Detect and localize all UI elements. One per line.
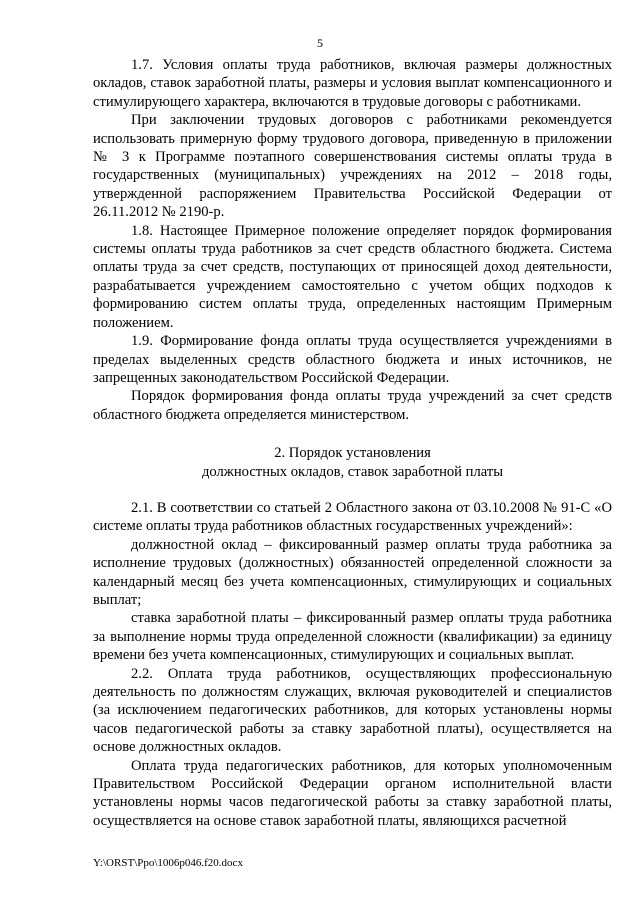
paragraph-1-9: 1.9. Формирование фонда оплаты труда осуществляется учреждениями в пределах выделенных средств областного бюджета и иных источников, не запрещенных законодательством Российской Федерации. [93, 333, 612, 386]
footer-file-path: Y:\ORST\Ppo\1006p046.f20.docx [93, 857, 243, 869]
paragraph-teachers-pay: Оплата труда педагогических работников, для которых уполномоченным Правительством Российской Федерации органом исполнительной власти установлены нормы часов педагогической работы за ставку заработной платы, осуществляется на основе ставок заработной платы, являющихся расчетной [93, 757, 612, 829]
paragraph-1-7: 1.7. Условия оплаты труда работников, включая размеры должностных окладов, ставок заработной платы, размеры и условия выплат компенсационного и стимулирующего характера, включаются в трудовые договоры с работниками. [93, 57, 612, 110]
paragraph-fund-order: Порядок формирования фонда оплаты труда учреждений за счет средств областного бюджета определяется министерством. [93, 388, 612, 423]
paragraph-2-2: 2.2. Оплата труда работников, осуществляющих профессиональную деятельность по должностям служащих, включая руководителей и специалистов (за исключением педагогических работников, для которых установлены нормы часов педагогической работы за ставку заработной платы), осуществляется на основе должностных окладов. [93, 665, 612, 756]
document-body [93, 56, 612, 830]
section-heading [93, 444, 612, 481]
section-heading-line-2: должностных окладов, ставок заработной платы [201, 463, 504, 480]
paragraph-salary-definition: должностной оклад – фиксированный размер оплаты труда работника за исполнение трудовых (должностных) обязанностей определенной сложности за календарный месяц без учета компенсационных, стимулирующих и социальных выплат; [93, 536, 612, 608]
section-heading-line-1: 2. Порядок установления [274, 445, 431, 462]
paragraph-2-1: 2.1. В соответствии со статьей 2 Областного закона от 03.10.2008 № 91-С «О системе оплаты труда работников областных государственных учреждений»: [93, 499, 612, 535]
page-number: 5 [317, 36, 323, 50]
paragraph-rate-definition: ставка заработной платы – фиксированный размер оплаты труда работника за выполнение нормы труда определенной сложности (квалификации) за единицу времени без учета компенсационных, стимулирующих и социальных выплат. [93, 610, 612, 664]
paragraph-1-8: 1.8. Настоящее Примерное положение определяет порядок формирования системы оплаты труда работников за счет средств областного бюджета. Система оплаты труда за счет средств, поступающих от приносящей доход деятельности, разрабатывается учреждением самостоятельно с учетом общих подходов к формированию систем оплаты труда, определенных настоящим Примерным положением. [93, 222, 612, 331]
paragraph-contracts: При заключении трудовых договоров с работниками рекомендуется использовать примерную форму трудового договора, приведенную в приложении № 3 к Программе поэтапного совершенствования системы оплаты труда в государственных (муниципальных) учреждениях на 2012 – 2018 годы, утвержденной распоряжением Правительства Российской Федерации от 26.11.2012 № 2190-р. [93, 112, 612, 221]
